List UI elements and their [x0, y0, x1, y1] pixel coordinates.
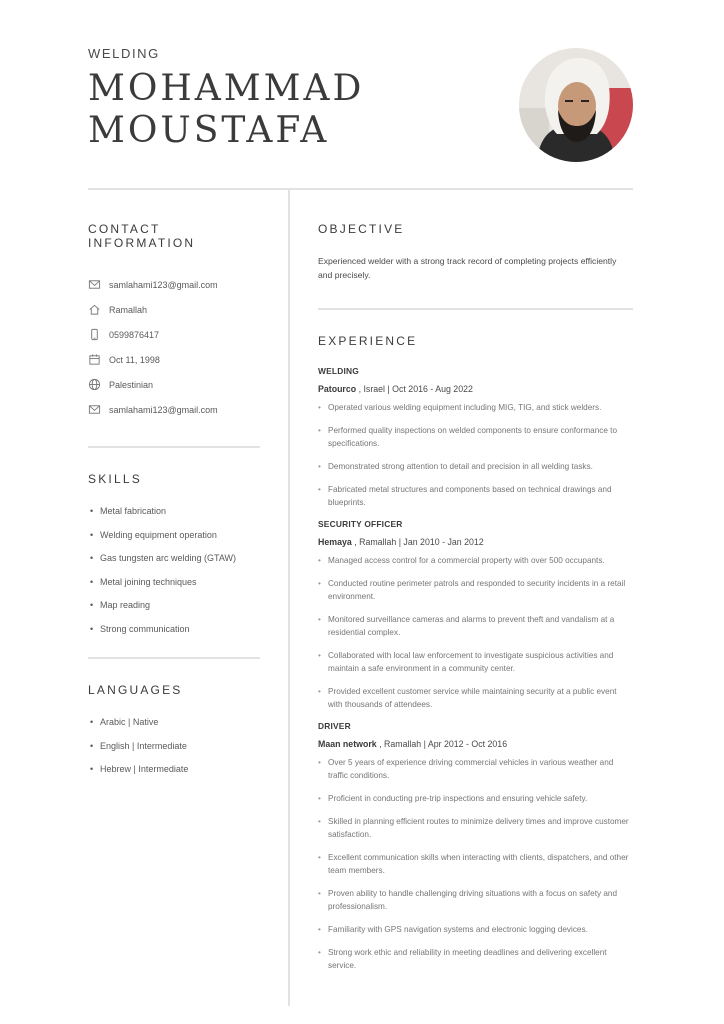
duty-item: • Familiarity with GPS navigation systems and electronic logging devices. — [318, 923, 633, 936]
contact-item — [88, 322, 260, 347]
job-entry — [318, 721, 633, 972]
language-item: • Arabic | Native — [88, 715, 260, 739]
job-role-title: WELDING — [88, 46, 160, 61]
resume-header — [88, 46, 633, 166]
first-name: MOHAMMAD — [88, 68, 365, 109]
skills-divider — [88, 657, 260, 659]
languages-list — [88, 715, 260, 786]
duty-item: • Skilled in planning efficient routes to minimize delivery times and improve customer satisfaction. — [318, 815, 633, 841]
job-entry — [318, 519, 633, 711]
job-duties — [318, 756, 633, 972]
duty-item: • Operated various welding equipment including MIG, TIG, and stick welders. — [318, 401, 633, 414]
last-name: MOUSTAFA — [88, 110, 330, 151]
contact-section-title: CONTACT INFORMATION — [88, 222, 196, 250]
duty-item: • Excellent communication skills when interacting with clients, dispatchers, and other team members. — [318, 851, 633, 877]
skill-item: • Metal joining techniques — [88, 575, 260, 599]
contact-list — [88, 272, 260, 422]
job-company: Patourco — [318, 384, 357, 394]
contact-item — [88, 272, 260, 297]
header-divider — [88, 188, 633, 190]
job-entry — [318, 366, 633, 509]
duty-item: • Over 5 years of experience driving commercial vehicles in various weather and traffic conditions. — [318, 756, 633, 782]
contact-item — [88, 297, 260, 322]
job-duties — [318, 554, 633, 711]
contact-item — [88, 397, 260, 422]
job-title: DRIVER — [318, 721, 351, 731]
job-duties — [318, 401, 633, 509]
skills-list — [88, 504, 260, 645]
language-item: • Hebrew | Intermediate — [88, 762, 260, 786]
job-details: Israel | Oct 2016 - Aug 2022 — [363, 384, 473, 394]
email-icon — [88, 403, 101, 416]
objective-divider — [318, 308, 633, 310]
objective-text: Experienced welder with a strong track record of completing projects efficiently and precisely. — [318, 256, 617, 280]
objective-section-title: OBJECTIVE — [318, 222, 405, 236]
contact-birthdate: Oct 11, 1998 — [109, 354, 160, 365]
contact-divider — [88, 446, 260, 448]
contact-phone: 0599876417 — [109, 329, 160, 340]
duty-item: • Proficient in conducting pre-trip inspections and ensuring vehicle safety. — [318, 792, 633, 805]
phone-icon — [88, 328, 101, 341]
contact-nationality: Palestinian — [109, 379, 154, 390]
skill-item: • Gas tungsten arc welding (GTAW) — [88, 551, 260, 575]
profile-photo — [519, 48, 633, 162]
contact-item — [88, 372, 260, 397]
job-meta: Maan network , Ramallah | Apr 2012 - Oct 2016 — [318, 739, 508, 749]
skills-section-title: SKILLS — [88, 472, 142, 486]
contact-email-secondary: samlahami123@gmail.com — [109, 404, 218, 415]
globe-icon — [88, 378, 101, 391]
home-icon — [88, 303, 101, 316]
duty-item: • Collaborated with local law enforcement to investigate suspicious activities and maintain a safe environment in a community center. — [318, 649, 633, 675]
duty-item: • Fabricated metal structures and components based on technical drawings and blueprints. — [318, 483, 633, 509]
duty-item: • Proven ability to handle challenging driving situations with a focus on safety and professionalism. — [318, 887, 633, 913]
duty-item: • Strong work ethic and reliability in meeting deadlines and delivering excellent service. — [318, 946, 633, 972]
skill-item: • Welding equipment operation — [88, 528, 260, 552]
job-company: Hemaya — [318, 537, 352, 547]
job-company: Maan network — [318, 739, 377, 749]
experience-section — [318, 334, 633, 972]
job-meta: Patourco , Israel | Oct 2016 - Aug 2022 — [318, 384, 473, 394]
calendar-icon — [88, 353, 101, 366]
job-details: Ramallah | Apr 2012 - Oct 2016 — [384, 739, 508, 749]
left-column — [88, 222, 260, 786]
right-column — [318, 222, 633, 982]
language-item: • English | Intermediate — [88, 739, 260, 763]
duty-item: • Conducted routine perimeter patrols and responded to security incidents in a retail environment. — [318, 577, 633, 603]
job-meta: Hemaya , Ramallah | Jan 2010 - Jan 2012 — [318, 537, 484, 547]
duty-item: • Provided excellent customer service while maintaining security at a public event with thousands of attendees. — [318, 685, 633, 711]
contact-city: Ramallah — [109, 304, 148, 315]
skill-item: • Map reading — [88, 598, 260, 622]
skills-section — [88, 472, 260, 645]
contact-email: samlahami123@gmail.com — [109, 279, 218, 290]
job-details: Ramallah | Jan 2010 - Jan 2012 — [359, 537, 484, 547]
skill-item: • Strong communication — [88, 622, 260, 646]
contact-section — [88, 222, 260, 422]
contact-item — [88, 347, 260, 372]
duty-item: • Performed quality inspections on welded components to ensure conformance to specifications. — [318, 424, 633, 450]
column-divider — [288, 190, 290, 1006]
duty-item: • Managed access control for a commercial property with over 500 occupants. — [318, 554, 633, 567]
objective-section — [318, 222, 633, 282]
skill-item: • Metal fabrication — [88, 504, 260, 528]
job-title: WELDING — [318, 366, 359, 376]
email-icon — [88, 278, 101, 291]
duty-item: • Monitored surveillance cameras and alarms to prevent theft and vandalism at a residential complex. — [318, 613, 633, 639]
languages-section-title: LANGUAGES — [88, 683, 183, 697]
experience-section-title: EXPERIENCE — [318, 334, 418, 348]
duty-item: • Demonstrated strong attention to detail and precision in all welding tasks. — [318, 460, 633, 473]
job-title: SECURITY OFFICER — [318, 519, 403, 529]
languages-section — [88, 683, 260, 786]
